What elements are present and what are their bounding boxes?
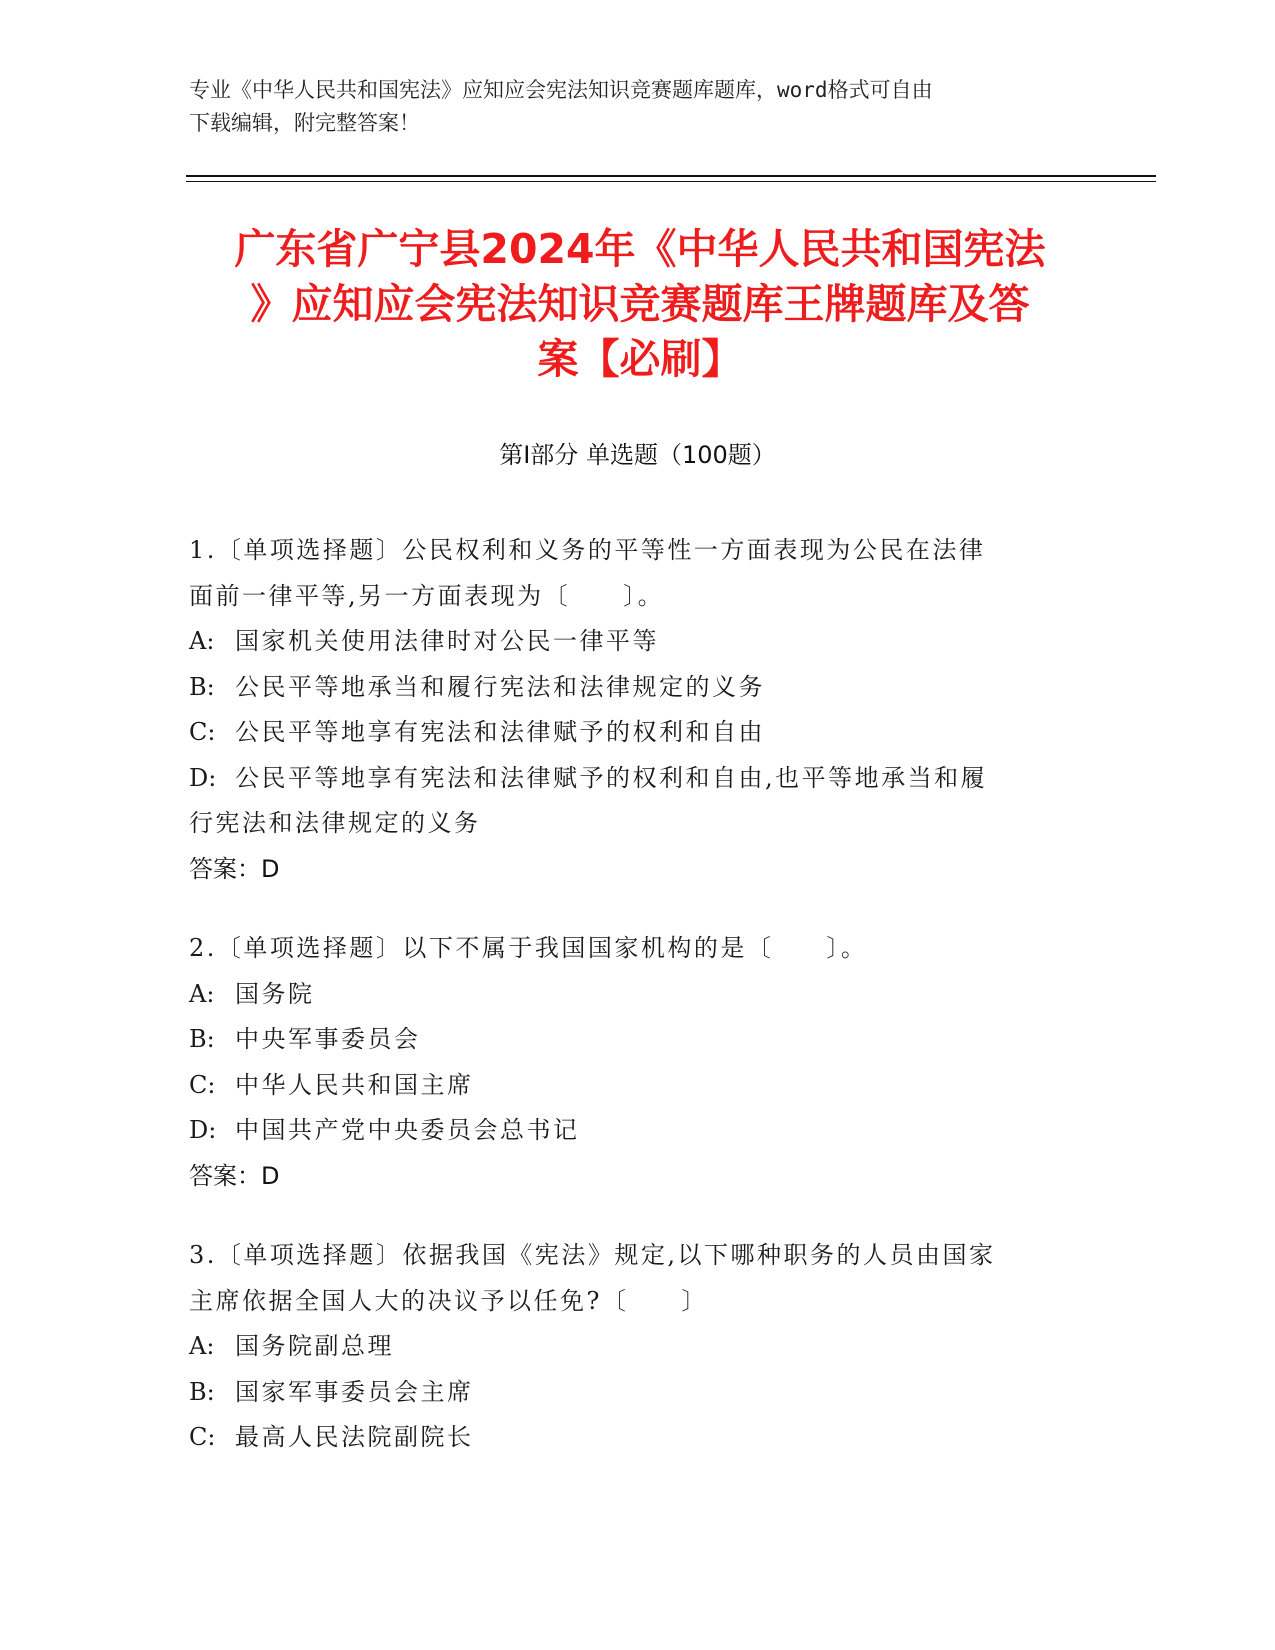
question-stem-line: 1.〔单项选择题〕公民权利和义务的平等性一方面表现为公民在法律 <box>189 536 986 564</box>
option-c <box>189 1063 1089 1109</box>
option-a <box>189 1324 1089 1370</box>
header-note <box>189 74 1089 140</box>
option-text: 公民平等地承当和履行宪法和法律规定的义务 <box>235 672 765 701</box>
answer-label: 答案：D <box>189 1161 280 1190</box>
option-key: C: <box>189 718 216 746</box>
option-key: B: <box>189 1377 215 1406</box>
option-text: 国务院 <box>235 979 315 1008</box>
option-b <box>189 1370 1089 1416</box>
option-key: A: <box>189 627 215 655</box>
option-text: 国务院副总理 <box>235 1332 394 1360</box>
document-title-line-3: 案【必刷】 <box>537 335 743 383</box>
header-divider-thin <box>186 181 1156 182</box>
header-note-line-1: 专业《中华人民共和国宪法》应知应会宪法知识竞赛题库题库，word格式可自由 <box>189 78 933 102</box>
option-text: 最高人民法院副院长 <box>235 1423 474 1451</box>
option-key: B: <box>189 1025 215 1053</box>
option-text: 中央军事委员会 <box>235 1025 421 1053</box>
document-title-line-2: 》应知应会宪法知识竞赛题库王牌题库及答 <box>250 280 1030 328</box>
option-text: 中华人民共和国主席 <box>235 1070 474 1099</box>
document-title <box>180 222 1100 387</box>
option-text: 国家军事委员会主席 <box>235 1377 474 1406</box>
option-a <box>189 619 1089 665</box>
option-b <box>189 665 1089 711</box>
question-3 <box>189 1233 1089 1461</box>
document-title-line-1: 广东省广宁县2024年《中华人民共和国宪法 <box>234 225 1046 273</box>
question-stem-line: 面前一律平等,另一方面表现为〔 〕。 <box>189 581 665 610</box>
option-d-continuation: 行宪法和法律规定的义务 <box>189 809 481 837</box>
option-text: 公民平等地享有宪法和法律赋予的权利和自由,也平等地承当和履 <box>235 763 988 792</box>
option-c <box>189 1415 1089 1461</box>
question-2 <box>189 926 1089 1199</box>
option-key: C: <box>189 1070 216 1099</box>
question-stem-line: 主席依据全国人大的决议予以任免?〔 〕 <box>189 1286 708 1315</box>
option-b <box>189 1017 1089 1063</box>
option-key: B: <box>189 672 215 701</box>
question-list <box>189 528 1089 1495</box>
option-key: A: <box>189 979 215 1008</box>
option-text: 中国共产党中央委员会总书记 <box>235 1116 580 1144</box>
question-1 <box>189 528 1089 892</box>
option-text: 公民平等地享有宪法和法律赋予的权利和自由 <box>235 718 765 746</box>
option-key: A: <box>189 1332 215 1360</box>
option-key: D: <box>189 763 217 792</box>
question-stem-line: 2.〔单项选择题〕以下不属于我国国家机构的是〔 〕。 <box>189 934 868 962</box>
option-key: C: <box>189 1423 216 1451</box>
option-text: 国家机关使用法律时对公民一律平等 <box>235 627 659 655</box>
option-a <box>189 972 1089 1018</box>
header-note-line-2: 下载编辑，附完整答案！ <box>189 111 420 135</box>
question-stem-line: 3.〔单项选择题〕依据我国《宪法》规定,以下哪种职务的人员由国家 <box>189 1241 996 1269</box>
section-heading: 第Ⅰ部分 单选题（100题） <box>499 441 776 469</box>
option-d <box>189 1108 1089 1154</box>
option-d <box>189 756 1089 802</box>
header-divider-thick <box>186 175 1156 177</box>
option-key: D: <box>189 1116 217 1144</box>
answer-label: 答案：D <box>189 854 280 883</box>
option-c <box>189 710 1089 756</box>
